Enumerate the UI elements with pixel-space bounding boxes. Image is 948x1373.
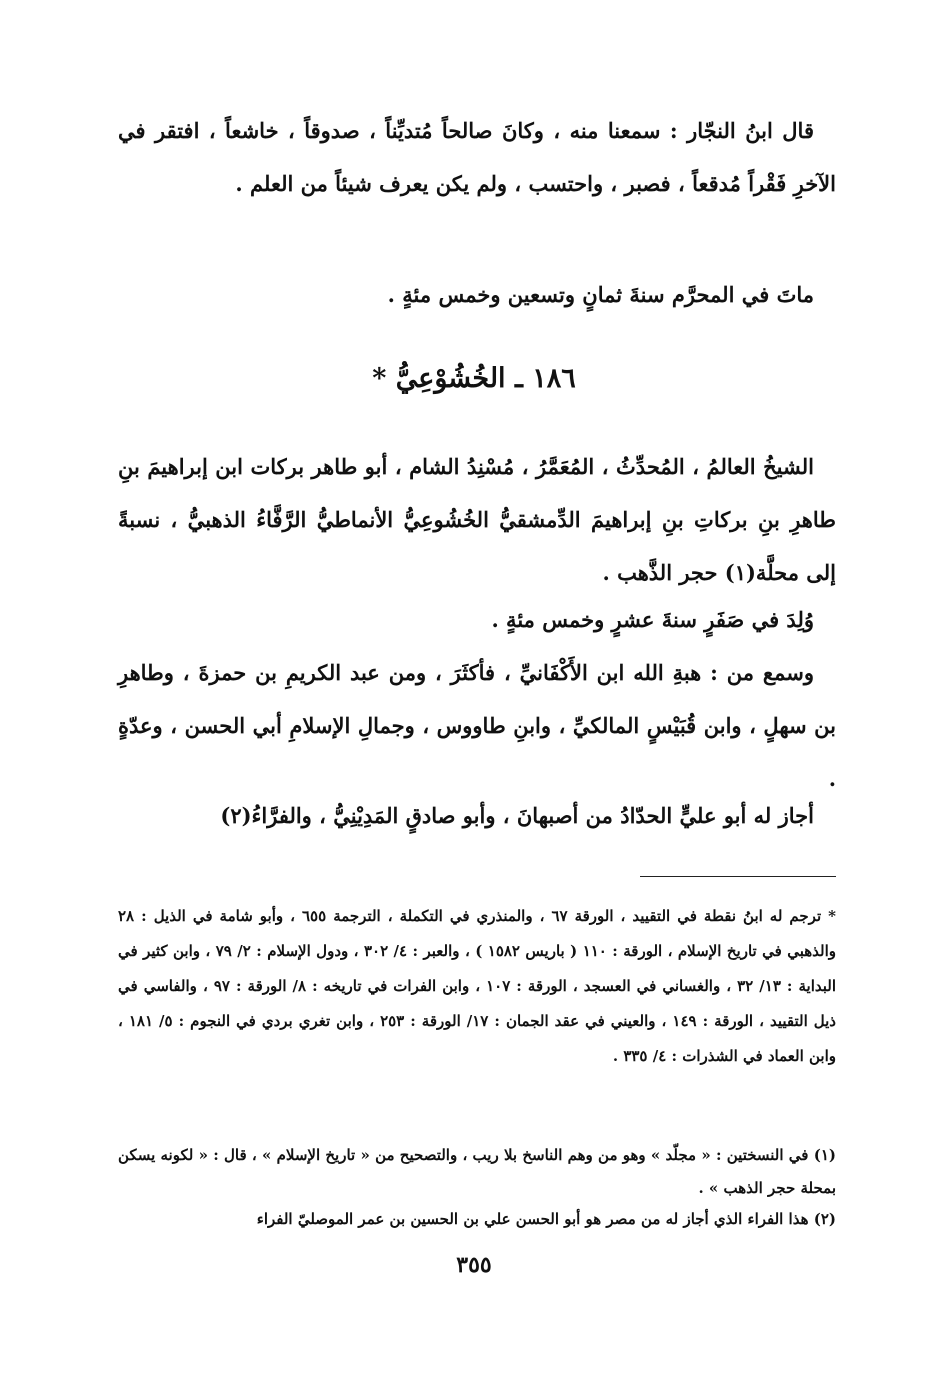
paragraph-teachers: وسمع من : هبةِ الله ابن الأَكْفَانيِّ ، فأكثَرَ ، ومن عبد الكريمِ بن حمزةَ ، وطاهرِ بن سهلٍ ، وابن قُبَيْسٍ المالكيِّ ، وابنِ طاووس ، وجمالِ الإسلامِ أبي الحسن ، وعدّةٍ . xyxy=(118,660,836,791)
paragraph-name-lineage: الشيخُ العالمُ ، المُحدِّثُ ، المُعَمَّرُ ، مُسْنِدُ الشام ، أبو طاهر بركات ابن إبراهيمَ بنِ طاهرِ بنِ بركاتِ بنِ إبراهيمَ الدِّمشقيُّ الخُشُوعِيُّ الأنماطيُّ الرَّفَّاءُ الذهبيُّ ، نسبةً إلى محلَّة(١) حجر الذَّهب . xyxy=(118,454,836,585)
paragraph-ijaza: أجاز له أبو عليٍّ الحدّادُ من أصبهانَ ، وأبو صادقٍ المَدِيْنِيُّ ، والفرَّاءُ(٢) xyxy=(220,803,814,828)
paragraph-ibn-najjar-quote: قال ابنُ النجّار : سمعنا منه ، وكانَ صالحاً مُتديِّناً ، صدوقاً ، خاشعاً ، افتقر في الآخرِ فَقْراً مُدقعاً ، فصبر ، واحتسب ، ولم يكن يعرف شيئاً من العلم . xyxy=(118,118,836,196)
biography-heading: ١٨٦ ـ الخُشُوْعِيُّ * xyxy=(372,363,576,394)
page-number: ٣٥٥ xyxy=(456,1252,492,1278)
footnote-2: (٢) هذا الفراء الذي أجاز له من مصر هو أبو الحسن علي بن الحسين بن عمر الموصليّ الفراء xyxy=(256,1210,836,1228)
footnote-sources: * ترجم له ابنُ نقطة في التقييد ، الورقة ٦٧ ، والمنذري في التكملة ، الترجمة ٦٥٥ ، وأبو شامة في الذيل : ٢٨ والذهبي في تاريخ الإسلام ، الورقة : ١١٠ ( باريس ١٥٨٢ ) ، والعبر : ٤/ ٣٠٢ ، ودول الإسلام : ٢/ ٧٩ ، وابن كثير في البداية : ١٣/ ٣٢ ، والغساني في العسجد ، الورقة : ١٠٧ ، وابن الفرات في تاريخه : ٨/ الورقة : ٩٧ ، والفاسي في ذيل التقييد ، الورقة : ١٤٩ ، والعيني في عقد الجمان : ١٧/ الورقة : ٢٥٣ ، وابن تغري بردي في النجوم : ٥/ ١٨١ ، وابن العماد في الشذرات : ٤/ ٣٣٥ . xyxy=(118,907,837,1065)
footnote-1: (١) في النسختين : « مجلّد » وهو من وهم الناسخ بلا ريب ، والتصحيح من « تاريخ الإسلام » ، قال : « لكونه يسكن بمحلة حجر الذهب » . xyxy=(118,1146,836,1197)
footnote-divider xyxy=(640,876,836,877)
paragraph-death-date: ماتَ في المحرَّم سنةَ ثمانٍ وتسعين وخمس مئةٍ . xyxy=(387,282,814,307)
paragraph-birth: وُلِدَ في صَفَرٍ سنةَ عشرٍ وخمس مئةٍ . xyxy=(491,607,814,632)
